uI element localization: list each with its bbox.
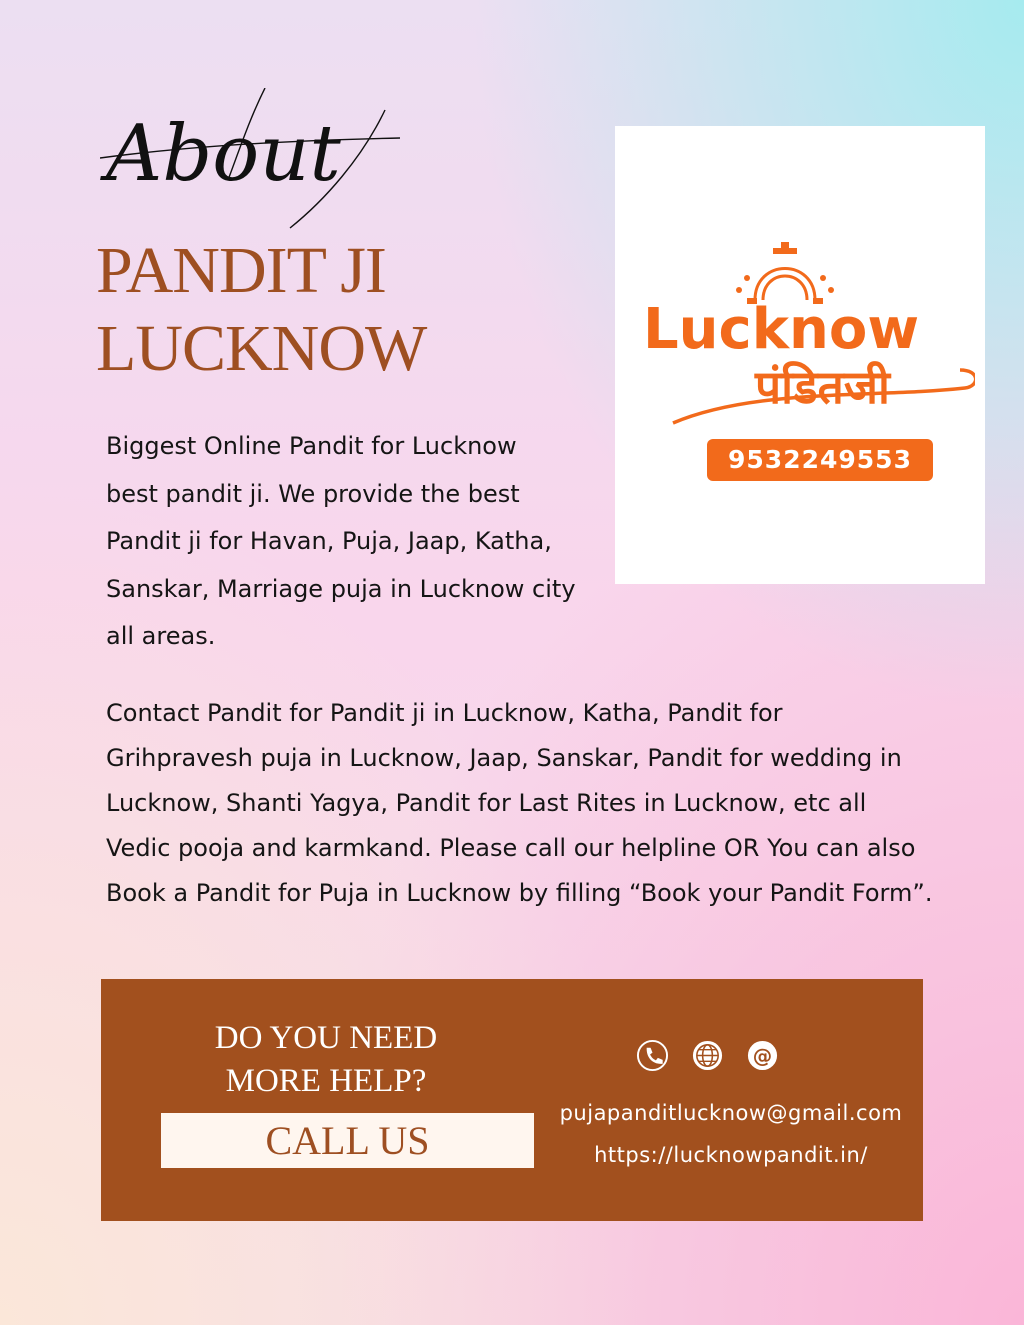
lucknow-panditji-logo xyxy=(635,238,975,453)
logo-subtitle-text: पंडितजी xyxy=(755,360,890,414)
page-title-line-1: PANDIT JI xyxy=(96,234,386,307)
logo-card xyxy=(615,126,985,584)
about-script-title xyxy=(100,88,410,233)
contact-icons xyxy=(636,1039,786,1075)
help-title-line-1: DO YOU NEED xyxy=(214,1020,438,1056)
help-title xyxy=(191,1017,461,1103)
page-title xyxy=(96,232,426,388)
logo-brand-text: Lucknow xyxy=(643,297,920,362)
help-title-line-2: MORE HELP? xyxy=(225,1063,427,1099)
logo-phone-badge: 9532249553 xyxy=(707,439,933,481)
website-link[interactable]: https://lucknowpandit.in/ xyxy=(594,1143,868,1167)
help-box xyxy=(101,979,923,1221)
intro-paragraph: Biggest Online Pandit for Lucknow best pandit ji. We provide the best Pandit ji for Havan, Puja, Jaap, Katha, Sanskar, Marriage puja in Lucknow city all areas. xyxy=(106,432,576,650)
contact-paragraph: Contact Pandit for Pandit ji in Lucknow, Katha, Pandit for Grihpravesh puja in Lucknow, Jaap, Sanskar, Pandit for wedding in Lucknow, Shanti Yagya, Pandit for Last Rites in Lucknow, etc all Vedic pooja and karmkand. Please call our helpline OR You can also Book a Pandit for Puja in Lucknow by filling “Book your Pandit Form”. xyxy=(106,699,933,907)
svg-text:@: @ xyxy=(752,1044,773,1068)
email-link[interactable]: pujapanditlucknow@gmail.com xyxy=(559,1101,903,1125)
about-script-text: About xyxy=(106,109,341,199)
page-title-line-2: LUCKNOW xyxy=(96,312,427,385)
globe-icon[interactable] xyxy=(691,1039,724,1072)
phone-icon[interactable] xyxy=(636,1039,669,1072)
call-us-button[interactable]: CALL US xyxy=(161,1113,534,1168)
at-icon[interactable] xyxy=(746,1039,779,1072)
